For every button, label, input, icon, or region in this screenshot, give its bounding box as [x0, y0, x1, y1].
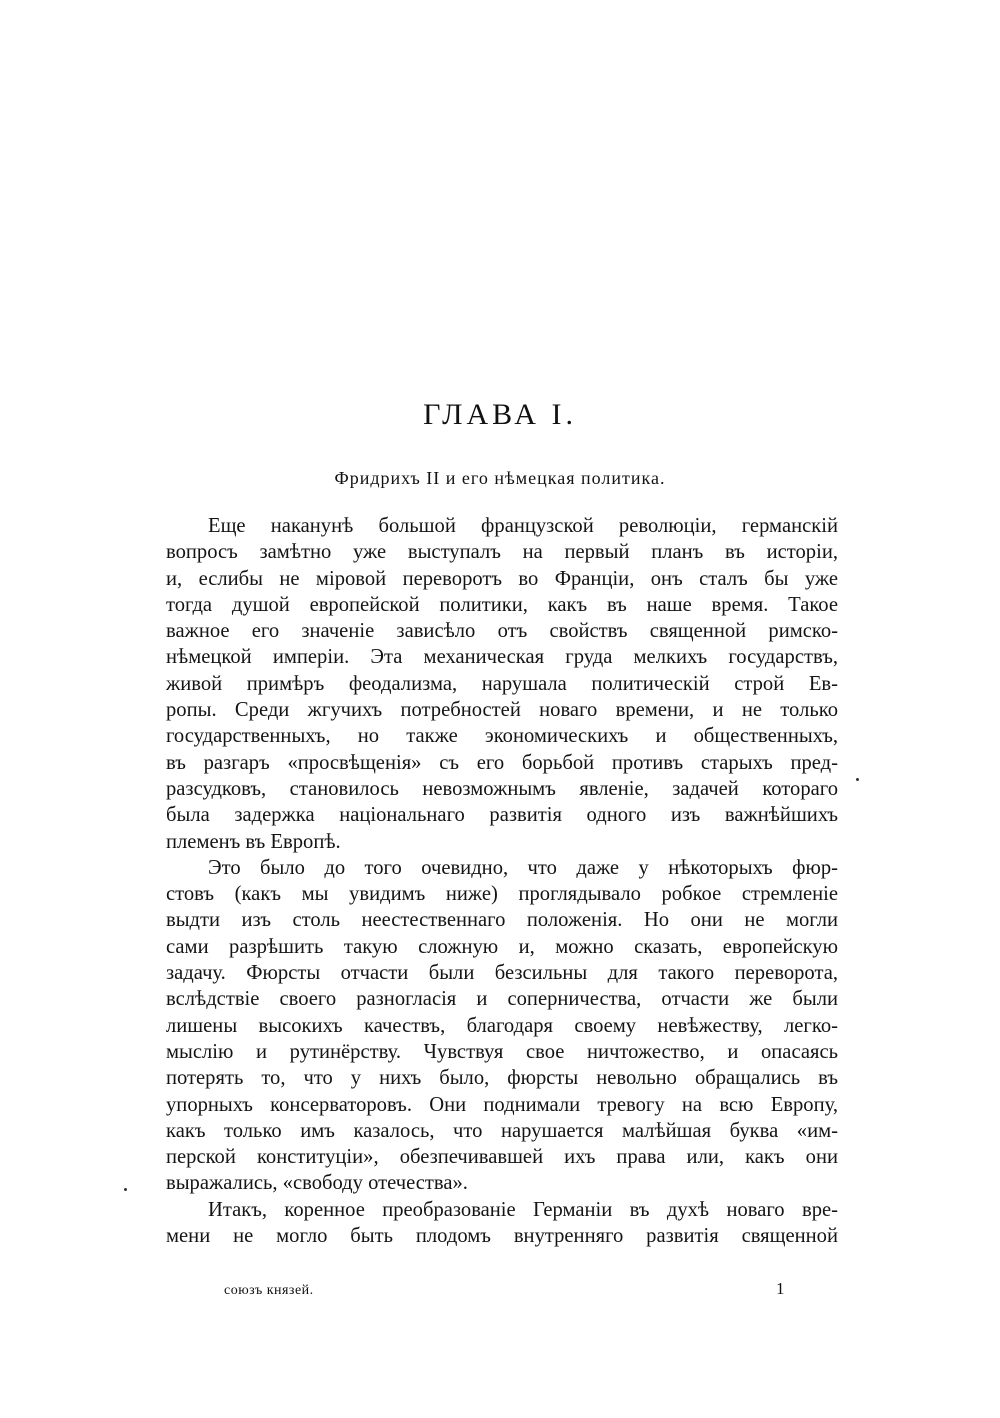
text-line: живой примѣръ феодализма, нарушала политическій строй Ев-	[166, 672, 838, 695]
text-line: Это было до того очевидно, что даже у нѣкоторыхъ фюр-	[208, 856, 838, 879]
text-line: государственныхъ, но также экономическихъ и общественныхъ,	[166, 725, 838, 748]
text-line: сами разрѣшить такую сложную и, можно сказать, европейскую	[166, 935, 838, 958]
text-line: вслѣдствіе своего разногласія и соперничества, отчасти же были	[166, 988, 838, 1011]
text-line: племенъ въ Европѣ.	[166, 830, 341, 853]
page-number: 1	[776, 1279, 785, 1298]
text-line: разсудковъ, становилось невозможнымъ явленіе, задачей котораго	[166, 777, 838, 800]
chapter-title: ГЛАВА I.	[423, 398, 577, 431]
text-line: Еще наканунѣ большой французской революціи, германскій	[208, 515, 838, 537]
text-line: ропы. Среди жгучихъ потребностей новаго времени, и не только	[166, 699, 838, 722]
text-line: задачу. Фюрсты отчасти были безсильны для такого переворота,	[166, 962, 838, 985]
text-line: Итакъ, коренное преобразованіе Германіи въ духѣ новаго вре-	[208, 1198, 838, 1221]
text-line: какъ только имъ казалось, что нарушается малѣйшая буква «им-	[166, 1119, 838, 1142]
chapter-subtitle: Фридрихъ II и его нѣмецкая политика.	[334, 468, 666, 488]
text-line: выдти изъ столь неестественнаго положенія. Но они не могли	[166, 909, 838, 932]
text-line: мыслію и рутинёрству. Чувствуя свое ничтожество, и опасаясь	[166, 1040, 838, 1063]
text-line: была задержка національнаго развитія одного изъ важнѣйшихъ	[166, 804, 838, 827]
scan-speck	[856, 778, 859, 781]
text-line: лишены высокихъ качествъ, благодаря своему невѣжеству, легко-	[166, 1014, 838, 1037]
text-line: тогда душой европейской политики, какъ въ наше время. Такое	[166, 593, 838, 616]
text-line: вопросъ замѣтно уже выступалъ на первый планъ въ исторіи,	[166, 541, 838, 564]
text-line: выражались, «свободу отечества».	[166, 1172, 468, 1195]
text-line: потерять то, что у нихъ было, фюрсты невольно обращались въ	[166, 1067, 838, 1090]
text-line: мени не могло быть плодомъ внутренняго развитія священной	[166, 1225, 838, 1248]
text-line: упорныхъ консерваторовъ. Они поднимали тревогу на всю Европу,	[166, 1093, 838, 1116]
text-line: перской конституціи», обезпечивавшей ихъ права или, какъ они	[166, 1146, 838, 1169]
text-line: и, еслибы не міровой переворотъ во Франціи, онъ сталъ бы уже	[166, 567, 838, 590]
text-line: въ разгаръ «просвѣщенія» съ его борьбой противъ старыхъ пред-	[166, 751, 838, 774]
text-line: нѣмецкой имперіи. Эта механическая груда мелкихъ государствъ,	[166, 646, 838, 669]
footer-signature: союзъ князей.	[224, 1283, 314, 1298]
text-line: стовъ (какъ мы увидимъ ниже) проглядывало робкое стремленіе	[166, 883, 838, 906]
text-line: важное его значеніе зависѣло отъ свойствъ священной римско-	[166, 620, 838, 643]
scan-speck	[124, 1188, 127, 1191]
body-text	[166, 513, 838, 1249]
